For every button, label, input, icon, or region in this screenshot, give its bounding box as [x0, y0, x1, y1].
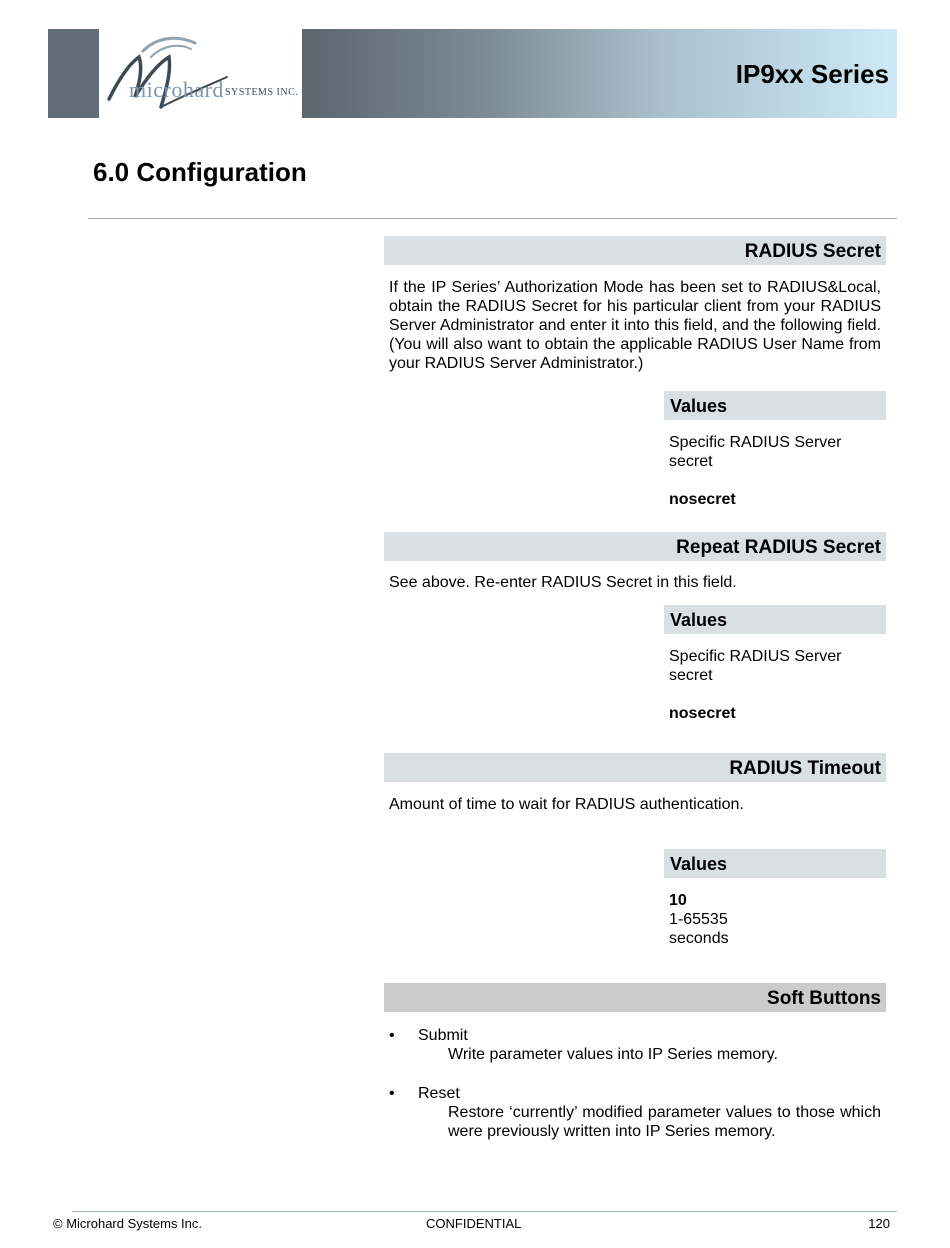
repeat-radius-secret-heading: Repeat RADIUS Secret	[384, 532, 886, 561]
submit-label: Submit	[418, 1027, 468, 1044]
logo-m-icon	[99, 29, 302, 118]
submit-description: Write parameter values into IP Series memory.	[448, 1046, 778, 1063]
footer-copyright: © Microhard Systems Inc.	[53, 1216, 203, 1231]
radius-timeout-default: 10	[669, 892, 687, 909]
submit-bullet: •	[389, 1027, 395, 1044]
repeat-radius-secret-description: See above. Re-enter RADIUS Secret in this field.	[389, 574, 737, 591]
radius-timeout-unit: seconds	[669, 930, 729, 947]
page-number: 120	[868, 1216, 890, 1231]
repeat-radius-secret-value-desc: Specific RADIUS Server secret	[669, 648, 842, 684]
footer-confidential: CONFIDENTIAL	[426, 1216, 522, 1231]
logo-wordmark: microhard	[129, 77, 224, 102]
radius-secret-description: If the IP Series’ Authorization Mode has been set to RADIUS&Local, obtain the RADIUS Secret for his particular client from your RADIUS Server Administrator and enter it into this field, and the following field. (You will also want to obtain the applicable RADIUS User Name from your RADIUS Server Administrator.)	[389, 279, 881, 372]
radius-secret-default: nosecret	[669, 491, 736, 508]
repeat-radius-secret-default: nosecret	[669, 705, 736, 722]
radius-timeout-values-heading: Values	[664, 849, 886, 878]
logo-suffix: SYSTEMS INC.	[225, 87, 299, 98]
footer-divider	[72, 1211, 897, 1212]
header-gradient-band	[302, 29, 897, 118]
chapter-title: 6.0 Configuration	[93, 157, 307, 187]
series-title: IP9xx Series	[735, 59, 889, 89]
radius-secret-heading: RADIUS Secret	[384, 236, 886, 265]
reset-description: Restore ‘currently’ modified parameter values to those which were previously written into IP Series memory.	[448, 1104, 881, 1140]
company-logo	[99, 29, 302, 118]
soft-buttons-heading: Soft Buttons	[384, 983, 886, 1012]
reset-bullet: •	[389, 1085, 395, 1102]
radius-timeout-range: 1-65535	[669, 911, 728, 928]
radius-timeout-description: Amount of time to wait for RADIUS authentication.	[389, 796, 744, 813]
page-header	[48, 29, 897, 118]
repeat-radius-secret-values-heading: Values	[664, 605, 886, 634]
reset-label: Reset	[418, 1085, 460, 1102]
radius-secret-values-heading: Values	[664, 391, 886, 420]
header-divider	[88, 218, 897, 219]
radius-timeout-heading: RADIUS Timeout	[384, 753, 886, 782]
radius-secret-value-desc: Specific RADIUS Server secret	[669, 434, 842, 470]
header-left-block	[48, 29, 99, 118]
